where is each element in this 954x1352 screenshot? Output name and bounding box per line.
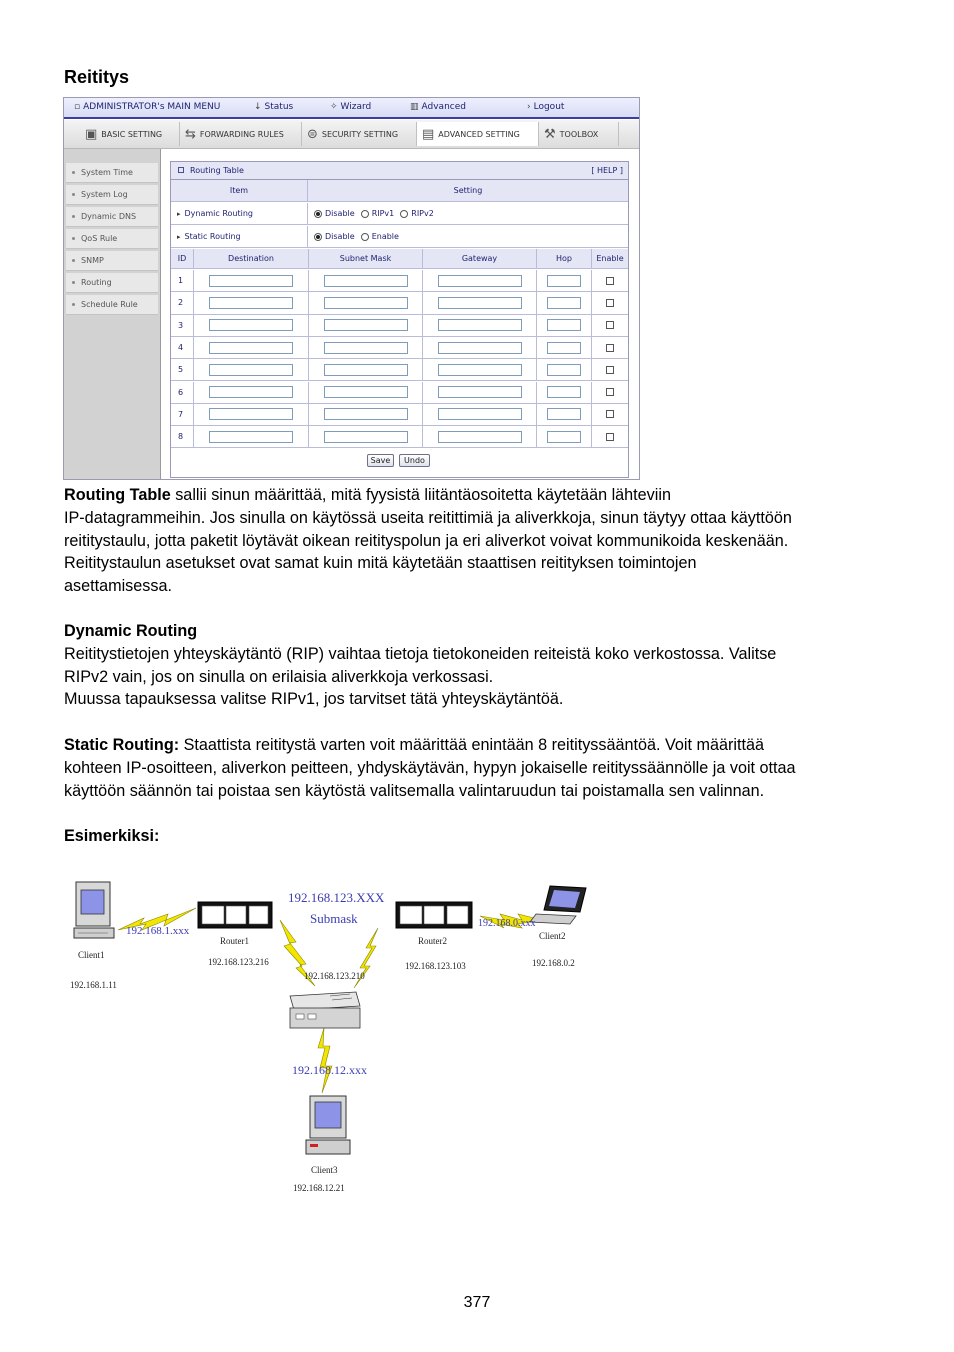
net-client2-label: 192.168.0.xxx — [478, 918, 536, 929]
tab-security-setting[interactable]: ⊜ SECURITY SETTING — [302, 122, 417, 146]
top-menu-bar — [64, 98, 639, 119]
status-icon: ↓ — [254, 102, 262, 112]
sidebar-item-qos-rule[interactable]: QoS Rule — [66, 229, 158, 249]
dynamic-ripv2-radio[interactable] — [400, 210, 408, 218]
gateway-input[interactable] — [438, 364, 522, 376]
routing-table-panel — [170, 161, 629, 478]
client2-laptop-icon — [530, 886, 586, 924]
subnet-mask-input[interactable] — [324, 342, 408, 354]
sidebar-item-routing[interactable]: Routing — [66, 273, 158, 293]
logout-arrow-icon: › — [527, 102, 531, 112]
advanced-link[interactable]: ▥ Advanced — [410, 102, 466, 112]
destination-input[interactable] — [209, 431, 293, 443]
client3-ip: 192.168.12.21 — [293, 1183, 345, 1193]
table-row — [171, 426, 628, 448]
client1-label: Client1 — [78, 950, 105, 960]
wireless-link-hub-client3 — [318, 1028, 332, 1093]
router1-icon — [198, 902, 272, 928]
subnet-mask-input[interactable] — [324, 297, 408, 309]
item-header: Item — [229, 186, 249, 195]
bullet-icon — [72, 237, 75, 240]
table-row — [171, 270, 628, 292]
bullet-icon — [72, 303, 75, 306]
enable-checkbox[interactable] — [606, 433, 614, 441]
sidebar-item-dynamic-dns[interactable]: Dynamic DNS — [66, 207, 158, 227]
subnet-mask-input[interactable] — [324, 386, 408, 398]
forward-icon: ⇆ — [185, 126, 196, 142]
arrow-right-icon: ▸ — [177, 209, 181, 218]
router2-ip: 192.168.123.103 — [405, 961, 466, 971]
sidebar-item-system-log[interactable]: System Log — [66, 185, 158, 205]
sidebar — [64, 149, 161, 479]
item-setting-header — [171, 180, 628, 202]
gateway-input[interactable] — [438, 408, 522, 420]
static-routing-paragraph: Static Routing: Staattista reititystä varten voit määrittää enintään 8 reitityssääntöä. Voit määrittää kohteen IP-osoitteen, aliverkon peitteen, yhdyskäytävän, hypyn jokaiselle reitityssäännölle ja voit ottaa käyttöön säännön tai poistaa sen käytöstä valitsemalla valintaruudun tai poistamalla sen valinnan. — [64, 736, 796, 800]
main-tab-bar — [64, 120, 639, 149]
col-destination: Destination — [193, 249, 308, 268]
col-id: ID — [177, 254, 187, 263]
security-icon: ⊜ — [307, 126, 318, 142]
row-id: 3 — [178, 320, 184, 330]
gateway-input[interactable] — [438, 386, 522, 398]
tab-advanced-setting[interactable]: ▤ ADVANCED SETTING — [417, 122, 539, 146]
enable-checkbox[interactable] — [606, 277, 614, 285]
sidebar-item-schedule-rule[interactable]: Schedule Rule — [66, 295, 158, 315]
client2-ip: 192.168.0.2 — [532, 958, 575, 968]
net1-label: 192.168.1.xxx — [126, 925, 190, 937]
gateway-input[interactable] — [438, 342, 522, 354]
hub-ip: 192.168.123.210 — [304, 971, 365, 981]
enable-checkbox[interactable] — [606, 299, 614, 307]
destination-input[interactable] — [209, 319, 293, 331]
square-icon: ▫ — [74, 102, 81, 112]
static-disable-radio[interactable] — [314, 233, 322, 241]
destination-input[interactable] — [209, 297, 293, 309]
toolbox-icon: ⚒ — [544, 126, 556, 142]
undo-button[interactable]: Undo — [399, 454, 430, 467]
client1-computer-icon — [74, 882, 114, 938]
col-gateway: Gateway — [422, 249, 536, 268]
page-number: 377 — [463, 1294, 491, 1311]
row-id: 7 — [178, 409, 184, 419]
router-ui-screenshot — [63, 97, 640, 480]
enable-checkbox[interactable] — [606, 366, 614, 374]
client3-label: Client3 — [311, 1165, 338, 1175]
hub-device-icon — [290, 992, 360, 1028]
static-routing-term: Static Routing: — [64, 736, 180, 754]
col-enable: Enable — [591, 249, 628, 268]
destination-input[interactable] — [209, 275, 293, 287]
col-subnet-mask: Subnet Mask — [308, 249, 422, 268]
hop-input[interactable] — [547, 364, 581, 376]
row-id: 1 — [178, 276, 184, 286]
bullet-icon — [72, 215, 75, 218]
hop-input[interactable] — [547, 386, 581, 398]
row-id: 8 — [178, 432, 184, 442]
routing-table-term: Routing Table — [64, 486, 171, 504]
routing-table-paragraph: Routing Table sallii sinun määrittää, mitä fyysistä liitäntäosoitetta käytetään lähteviin IP-datagrammeihin. Jos sinulla on käytössä useita reitittimiä ja aliverkkoja, sinun täytyy ottaa käyttöön reititystaulu, jotta paketit löytävät oikean reitityspolun ja eri aliverkot voivat kommunikoida keskenään. Reititystaulun asetukset ovat samat kuin mitä käytetään staattisen reitityksen toimintojen asettamisessa. — [64, 486, 792, 596]
panel-title: Routing Table — [190, 166, 244, 175]
row-id: 5 — [178, 365, 184, 375]
hop-input[interactable] — [547, 408, 581, 420]
example-paragraph — [64, 825, 894, 848]
bullet-icon — [72, 171, 75, 174]
dynamic-routing-paragraph: Dynamic Routing Reititystietojen yhteyskäytäntö (RIP) vaihtaa tietoja tietokoneiden reiteistä koko verkostossa. Valitse RIPv2 vain, jos on sinulla on erilaisia aliverkkoja verkossasi. Muussa tapauksessa valitse RIPv1, jos tarvitset tätä yhteyskäytäntöä. — [64, 622, 777, 709]
destination-input[interactable] — [209, 342, 293, 354]
hop-input[interactable] — [547, 431, 581, 443]
network-diagram — [60, 868, 600, 1203]
gateway-input[interactable] — [438, 319, 522, 331]
col-hop: Hop — [536, 249, 591, 268]
destination-input[interactable] — [209, 386, 293, 398]
table-row — [171, 292, 628, 314]
row-id: 2 — [178, 298, 184, 308]
row-id: 6 — [178, 387, 184, 397]
tab-forwarding-rules[interactable]: ⇆ FORWARDING RULES — [180, 122, 302, 146]
net12-label: 192.168.12.xxx — [292, 1063, 367, 1077]
router2-label: Router2 — [418, 936, 447, 946]
table-row — [171, 404, 628, 426]
arrow-right-icon: ▸ — [177, 232, 181, 241]
dynamic-ripv1-radio[interactable] — [361, 210, 369, 218]
tab-basic-setting[interactable]: ▣ BASIC SETTING — [80, 122, 180, 146]
router1-label: Router1 — [220, 936, 249, 946]
subnet-mask-input[interactable] — [324, 275, 408, 287]
wizard-link[interactable]: ✧ Wizard — [330, 102, 372, 112]
advanced-icon: ▥ — [410, 102, 419, 112]
gateway-input[interactable] — [438, 431, 522, 443]
tab-toolbox[interactable]: ⚒ TOOLBOX — [539, 122, 619, 146]
panel-title-bar — [171, 162, 628, 180]
bullet-icon — [72, 259, 75, 262]
subnet-mask-input[interactable] — [324, 364, 408, 376]
subnet-mask-input[interactable] — [324, 431, 408, 443]
square-icon — [178, 167, 184, 173]
setting-header: Setting — [307, 180, 628, 201]
main-menu-link[interactable]: ▫ ADMINISTRATOR's MAIN MENU — [74, 102, 221, 112]
routes-table-header — [171, 249, 628, 269]
status-link[interactable]: ↓ Status — [254, 102, 294, 112]
table-row — [171, 337, 628, 359]
destination-input[interactable] — [209, 408, 293, 420]
logout-link[interactable]: › Logout — [527, 102, 565, 112]
help-link[interactable]: [ HELP ] — [591, 166, 623, 175]
dynamic-disable-radio[interactable] — [314, 210, 322, 218]
advanced-setting-icon: ▤ — [422, 126, 435, 142]
hop-input[interactable] — [547, 275, 581, 287]
example-heading: Esimerkiksi: — [64, 827, 160, 845]
gateway-input[interactable] — [438, 275, 522, 287]
subnet-mask-input[interactable] — [324, 319, 408, 331]
enable-checkbox[interactable] — [606, 321, 614, 329]
client1-ip: 192.168.1.11 — [70, 980, 117, 990]
submask-label: Submask — [310, 911, 358, 926]
destination-input[interactable] — [209, 364, 293, 376]
page-heading: Reititys — [64, 67, 130, 87]
gateway-input[interactable] — [438, 297, 522, 309]
net123-label: 192.168.123.XXX — [288, 890, 385, 905]
table-row — [171, 359, 628, 381]
wizard-icon: ✧ — [330, 102, 338, 112]
hop-input[interactable] — [547, 342, 581, 354]
enable-checkbox[interactable] — [606, 388, 614, 396]
table-row — [171, 382, 628, 404]
dynamic-routing-row: ▸ Dynamic Routing Disable RIPv1 RIPv2 — [171, 203, 628, 225]
hop-input[interactable] — [547, 319, 581, 331]
table-row — [171, 315, 628, 337]
router2-icon — [396, 902, 472, 928]
static-routing-label: Static Routing — [184, 232, 241, 241]
dynamic-routing-heading: Dynamic Routing — [64, 622, 198, 640]
static-enable-radio[interactable] — [361, 233, 369, 241]
sidebar-item-system-time[interactable]: System Time — [66, 163, 158, 183]
router1-ip: 192.168.123.216 — [208, 957, 269, 967]
hop-input[interactable] — [547, 297, 581, 309]
enable-checkbox[interactable] — [606, 344, 614, 352]
sidebar-item-snmp[interactable]: SNMP — [66, 251, 158, 271]
static-routing-row: ▸ Static Routing Disable Enable — [171, 226, 628, 248]
bullet-icon — [72, 193, 75, 196]
computer-icon: ▣ — [85, 126, 98, 142]
dynamic-routing-label: Dynamic Routing — [184, 209, 254, 218]
subnet-mask-input[interactable] — [324, 408, 408, 420]
client2-label: Client2 — [539, 931, 566, 941]
enable-checkbox[interactable] — [606, 410, 614, 418]
save-button[interactable]: Save — [367, 454, 394, 467]
row-id: 4 — [178, 343, 184, 353]
bullet-icon — [72, 281, 75, 284]
client3-computer-icon — [306, 1096, 350, 1154]
